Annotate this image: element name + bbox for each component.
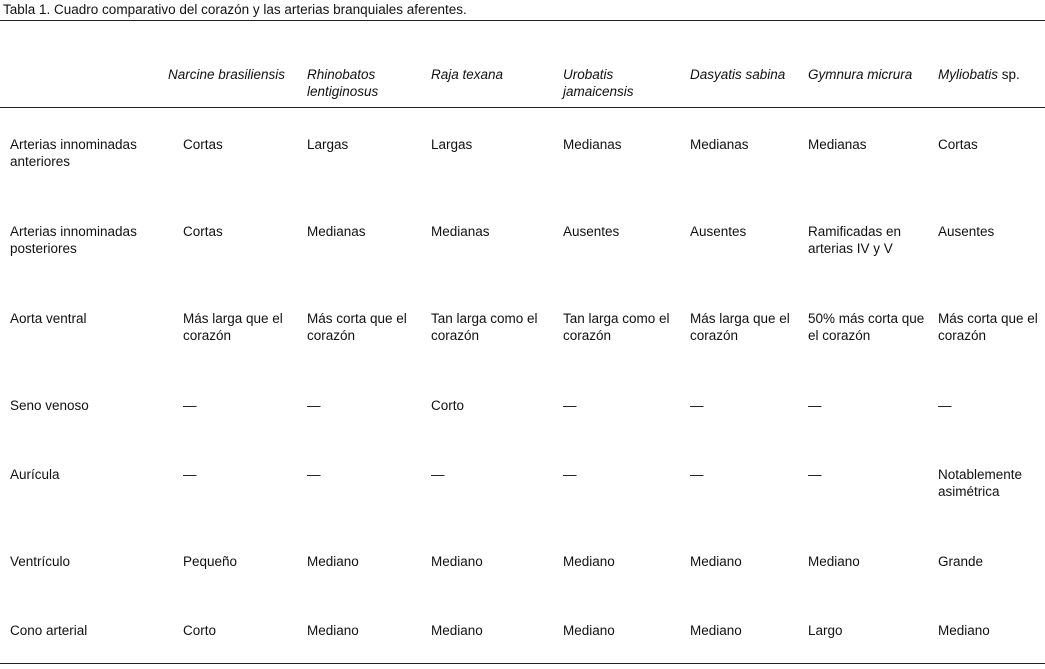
species-name: Raja texana — [431, 67, 504, 82]
table-cell: — — [307, 467, 321, 482]
table-cell: — — [431, 467, 445, 482]
species-name: Urobatis jamaicensis — [563, 67, 634, 99]
table-cell: Notablemente asimétrica — [938, 467, 1023, 499]
table-cell: Tan larga como el corazón — [431, 311, 538, 343]
header-species-1 — [168, 49, 285, 83]
species-name: Myliobatis — [938, 67, 999, 82]
table-cell: Ramificadas en arterias IV y V — [808, 224, 902, 256]
table-cell: Pequeño — [183, 554, 238, 569]
table-cell: Ausentes — [563, 224, 620, 239]
bottom-rule — [0, 663, 1045, 664]
table-cell: Largas — [431, 137, 473, 152]
table-cell: Tan larga como el corazón — [563, 311, 670, 343]
top-rule — [0, 20, 1045, 21]
table-cell: Cortas — [938, 137, 978, 152]
table-cell: Corto — [183, 623, 217, 638]
table-cell: — — [690, 467, 704, 482]
table-cell: — — [808, 467, 822, 482]
table-cell: — — [690, 398, 704, 413]
species-name: Narcine brasiliensis — [168, 67, 286, 82]
table-cell: — — [938, 398, 952, 413]
table-cell: Cortas — [183, 137, 223, 152]
table-cell: Largas — [307, 137, 349, 152]
table-cell: — — [563, 398, 577, 413]
table-cell: Más larga que el corazón — [183, 311, 283, 343]
header-species-4 — [563, 49, 634, 100]
header-species-7 — [938, 49, 1020, 83]
table-cell: 50% más corta que el corazón — [808, 311, 925, 343]
species-name: Rhinobatos lentiginosus — [307, 67, 379, 99]
table-cell: Mediano — [431, 554, 483, 569]
table-cell: Mediano — [307, 554, 359, 569]
table-cell: Mediano — [431, 623, 483, 638]
row-label-2: Arterias innominadas posteriores — [10, 224, 137, 256]
table-cell: Corto — [431, 398, 465, 413]
species-suffix: sp. — [998, 67, 1020, 82]
table-cell: Cortas — [183, 224, 223, 239]
header-species-6 — [808, 49, 912, 83]
table-cell: Ausentes — [690, 224, 747, 239]
table-cell: — — [307, 398, 321, 413]
table-cell: — — [563, 467, 577, 482]
table-cell: Mediano — [690, 554, 742, 569]
table-cell: Grande — [938, 554, 984, 569]
table-cell: Más corta que el corazón — [307, 311, 407, 343]
table-cell: — — [183, 467, 197, 482]
row-label-3: Aorta ventral — [10, 311, 87, 326]
table-cell: Mediano — [690, 623, 742, 638]
table-cell: Largo — [808, 623, 843, 638]
table-cell: Mediano — [307, 623, 359, 638]
row-label-1: Arterias innominadas anteriores — [10, 137, 137, 169]
table-cell: Mediano — [563, 623, 615, 638]
table-cell: Mediano — [938, 623, 990, 638]
row-label-7: Cono arterial — [10, 623, 88, 638]
table-cell: Medianas — [307, 224, 366, 239]
row-label-5: Aurícula — [10, 467, 60, 482]
table-cell: Medianas — [431, 224, 490, 239]
species-name: Gymnura micrura — [808, 67, 913, 82]
table-cell: Medianas — [563, 137, 622, 152]
header-species-3 — [431, 49, 503, 83]
table-cell: — — [808, 398, 822, 413]
table-cell: Medianas — [690, 137, 749, 152]
header-rule — [0, 107, 1045, 108]
table-cell: Ausentes — [938, 224, 995, 239]
header-species-2 — [307, 49, 378, 100]
table-caption: Tabla 1. Cuadro comparativo del corazón y las arterias branquiales aferentes. — [3, 2, 467, 17]
table-cell: — — [183, 398, 197, 413]
header-species-5 — [690, 49, 785, 83]
row-label-4: Seno venoso — [10, 398, 89, 413]
table-cell: Más larga que el corazón — [690, 311, 790, 343]
table-cell: Mediano — [808, 554, 860, 569]
table-cell: Mediano — [563, 554, 615, 569]
table-cell: Más corta que el corazón — [938, 311, 1038, 343]
row-label-6: Ventrículo — [10, 554, 71, 569]
species-name: Dasyatis sabina — [690, 67, 786, 82]
table-cell: Medianas — [808, 137, 867, 152]
